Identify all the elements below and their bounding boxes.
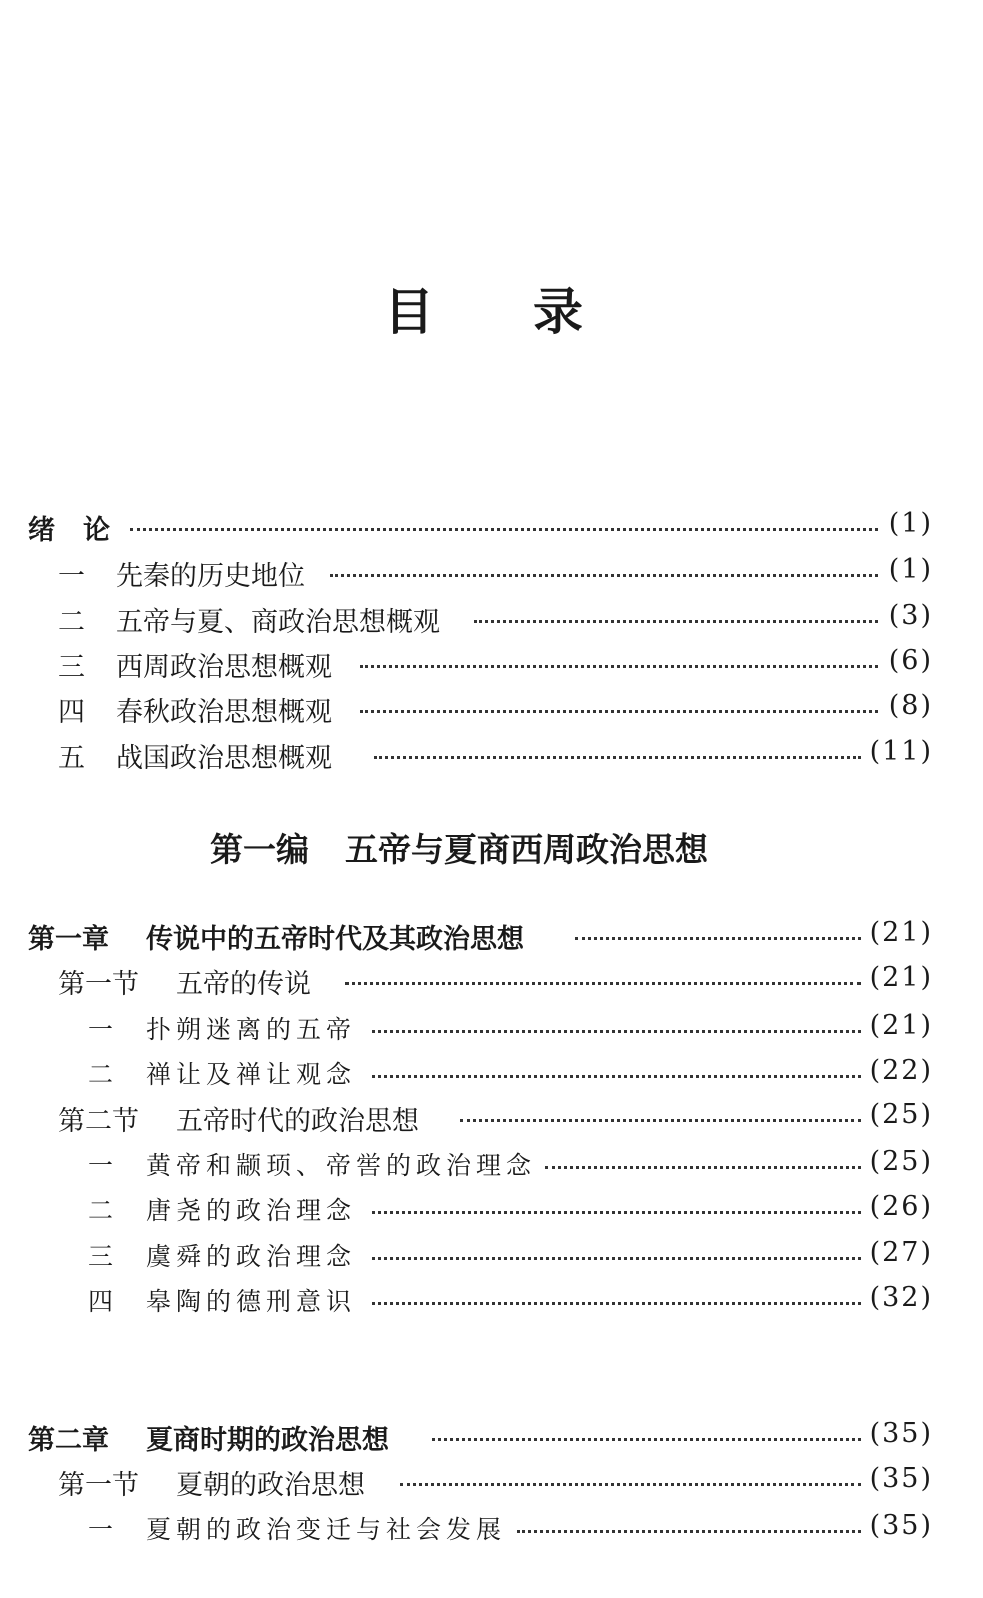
toc-page-number: (22) [869,1055,933,1086]
toc-leader [545,1166,861,1169]
toc-page-number: (3) [888,600,933,631]
toc-leader [330,574,878,577]
toc-leader [517,1530,861,1533]
toc-item-number: 二 [88,1196,119,1225]
toc-entry-intro-item-2[interactable] [0,600,983,640]
toc-item-label: 战国政治思想概观 [116,743,332,774]
toc-entry-ch1-s1-item-1[interactable] [0,1010,983,1050]
toc-leader [460,1119,861,1122]
toc-page-number: (35) [869,1510,933,1541]
toc-leader [372,1211,861,1214]
toc-chapter-number: 第一章 [28,924,109,955]
toc-leader [372,1075,861,1078]
toc-item-number: 三 [58,652,85,683]
toc-item-label: 扑朔迷离的五帝 [146,1015,357,1044]
toc-leader [575,937,861,940]
toc-section-number: 第一节 [58,969,139,1000]
toc-page-number: (21) [869,1010,933,1041]
toc-item-number: 一 [88,1515,119,1544]
toc-entry-ch2-s1-item-1[interactable] [0,1510,983,1550]
toc-item-number: 四 [58,697,85,728]
toc-item-number: 五 [58,743,85,774]
toc-section-number: 第二节 [58,1106,139,1137]
toc-entry-ch1-s2-item-2[interactable] [0,1191,983,1231]
toc-page-number: (1) [888,554,933,585]
toc-leader [360,710,878,713]
toc-item-label: 五帝与夏、商政治思想概观 [116,607,440,638]
toc-page-number: (25) [869,1146,933,1177]
toc-page-number: (27) [869,1237,933,1268]
toc-entry-ch2-section-1[interactable] [0,1463,983,1503]
toc-item-label: 禅让及禅让观念 [146,1060,357,1089]
toc-entry-intro[interactable] [0,508,983,548]
toc-leader [432,1438,861,1441]
toc-entry-chapter-2[interactable] [0,1418,983,1458]
toc-item-number: 一 [88,1151,119,1180]
toc-chapter-number: 第二章 [28,1425,109,1456]
toc-entry-ch1-s2-item-4[interactable] [0,1282,983,1322]
title-char-2: 录 [533,283,583,341]
toc-entry-ch1-s1-item-2[interactable] [0,1055,983,1095]
toc-entry-chapter-1[interactable] [0,917,983,957]
toc-page-number: (26) [869,1191,933,1222]
toc-chapter-label: 夏商时期的政治思想 [146,1425,389,1456]
toc-item-label: 春秋政治思想概观 [116,697,332,728]
toc-item-number: 三 [88,1242,119,1271]
toc-section-label: 夏朝的政治思想 [176,1470,365,1501]
toc-leader [372,1302,861,1305]
toc-page-number: (35) [869,1463,933,1494]
toc-leader [360,665,878,668]
toc-item-number: 一 [88,1015,119,1044]
toc-leader [400,1483,861,1486]
toc-leader [372,1030,861,1033]
toc-item-label: 黄帝和颛顼、帝喾的政治理念 [146,1151,537,1180]
toc-leader [474,620,878,623]
toc-entry-ch1-s2-item-3[interactable] [0,1237,983,1277]
toc-section-label: 五帝时代的政治思想 [176,1106,419,1137]
toc-item-number: 四 [88,1287,119,1316]
toc-item-label: 唐尧的政治理念 [146,1196,357,1225]
toc-entry-ch1-section-1[interactable] [0,962,983,1002]
toc-item-label: 虞舜的政治理念 [146,1242,357,1271]
toc-section-number: 第一节 [58,1470,139,1501]
toc-entry-intro-item-4[interactable] [0,690,983,730]
toc-page-number: (21) [869,917,933,948]
toc-item-label: 先秦的历史地位 [116,561,305,592]
toc-page-number: (8) [888,690,933,721]
toc-leader [372,1257,861,1260]
toc-page-number: (6) [888,645,933,676]
toc-item-number: 二 [58,607,85,638]
toc-item-number: 二 [88,1060,119,1089]
toc-leader [374,756,861,759]
toc-item-label: 西周政治思想概观 [116,652,332,683]
toc-entry-intro-item-3[interactable] [0,645,983,685]
toc-entry-ch1-s2-item-1[interactable] [0,1146,983,1186]
toc-page-number: (1) [888,508,933,539]
toc-item-label: 夏朝的政治变迁与社会发展 [146,1515,507,1544]
part-title: 五帝与夏商西周政治思想 [345,830,708,869]
toc-entry-intro-item-1[interactable] [0,554,983,594]
toc-page-number: (21) [869,962,933,993]
toc-entry-ch1-section-2[interactable] [0,1099,983,1139]
toc-chapter-label: 传说中的五帝时代及其政治思想 [146,924,524,955]
title-char-1: 目 [384,283,434,341]
toc-intro-label: 绪论 [28,515,138,546]
toc-page-number: (32) [869,1282,933,1313]
toc-leader [130,528,878,531]
toc-page-number: (11) [869,736,933,767]
toc-page-number: (35) [869,1418,933,1449]
toc-item-label: 皋陶的德刑意识 [146,1287,357,1316]
toc-section-label: 五帝的传说 [176,969,311,1000]
toc-entry-intro-item-5[interactable] [0,736,983,776]
toc-page-number: (25) [869,1099,933,1130]
part-number: 第一编 [210,830,309,869]
toc-item-number: 一 [58,561,85,592]
part-heading [210,824,708,871]
toc-leader [345,982,861,985]
